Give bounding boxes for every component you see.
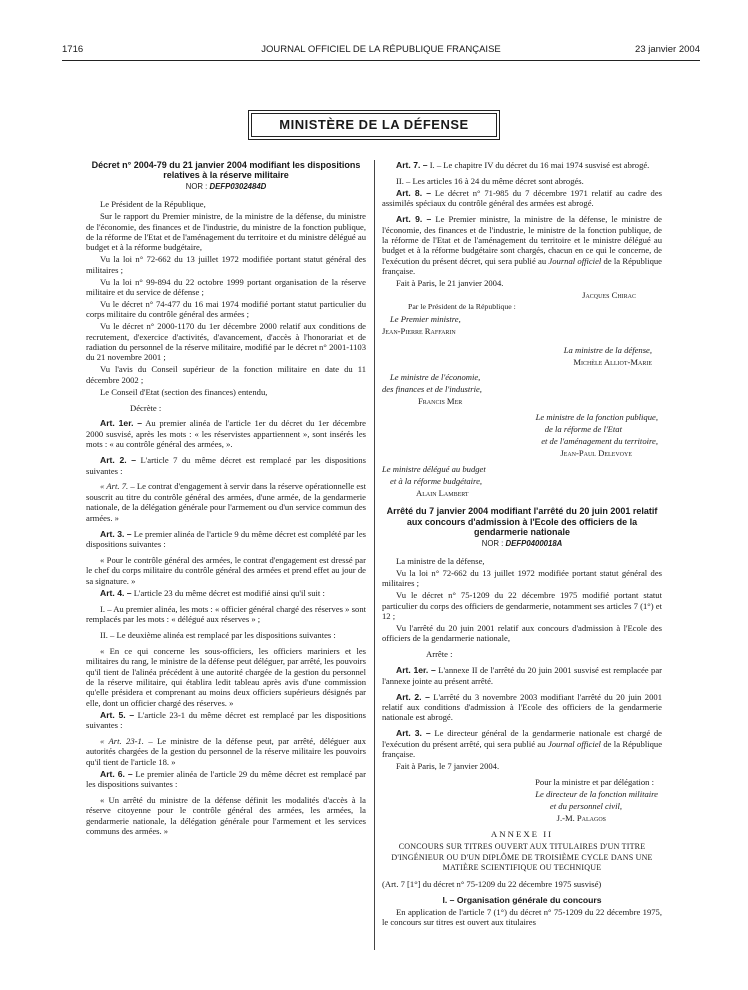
annex-section-1: I. – Organisation générale du concours	[442, 895, 602, 906]
decree-nor-code: DEFP0302484D	[209, 181, 267, 191]
arrete-done: Fait à Paris, le 7 janvier 2004.	[396, 761, 500, 771]
decree-article-6-quote: « Un arrêté du ministre de la défense définit les modalités d'accès à la réserve citoyenne pour le contrôle général des armées, les armées, la gendarmerie nationale, la délégation générale pour l'armement et les services communs des armées. »	[86, 795, 366, 837]
decree-article-5: Art. 5. – L'article 23-1 du même décret est remplacé par les dispositions suivantes :	[86, 709, 366, 731]
decree-para-1: Sur le rapport du Premier ministre, de la ministre de la défense, du ministre de l'économie, des finances et de l'industrie, du ministre de la fonction publique, de la réforme de l'Etat et de l'aménagement du territoire et du ministre délégué au budget et à la réforme budgétaire,	[86, 211, 366, 253]
journal-title: JOURNAL OFFICIEL DE LA RÉPUBLIQUE FRANÇAISE	[261, 44, 501, 55]
decree-nor: NOR : DEFP0302484D	[185, 181, 267, 191]
arrete-word: Arrête :	[426, 649, 453, 660]
decree-article-3-quote: « Pour le contrôle général des armées, le contrat d'engagement est dressé par le chef du corps militaire du contrôle général des armées et prend effet au jour de sa signature. »	[86, 554, 366, 586]
header-rule	[62, 60, 700, 61]
budget-minister-title-2: et à la réforme budgétaire,	[390, 475, 483, 486]
decree-done: Fait à Paris, le 21 janvier 2004.	[396, 278, 504, 289]
pm-title: Le Premier ministre,	[390, 313, 461, 324]
page-number: 1716	[62, 44, 84, 55]
left-column	[86, 160, 366, 838]
decree-article-5-quote: « Art. 23-1. – Le ministre de la défense peut, par arrêté, déléguer aux autorités chargées de la gestion du personnel de la réserve militaire les pouvoirs qu'il tient de l'article 18. »	[86, 736, 367, 767]
decree-article-2: Art. 2. – L'article 7 du même décret est remplacé par les dispositions suivantes :	[86, 455, 366, 476]
decree-para-5: Vu le décret n° 2000-1170 du 1er décembre 2000 relatif aux conditions de recrutement, d'exercice d'activités, d'avancement, d'accès à l'honorariat et de radiation du personnel de la réserve militaire, modifié par le décret n° 2001-1103 du 21 novembre 2001 ;	[86, 321, 366, 363]
decree-article-8: Art. 8. – Le décret n° 71-985 du 7 décembre 1971 relatif au cadre des assimilés spéciaux du contrôle général des armées est abrogé.	[382, 187, 662, 209]
arrete-article-1: Art. 1er. – L'annexe II de l'arrêté du 20 juin 2001 susvisé est remplacée par l'annexe jointe au présent arrêté.	[382, 665, 663, 686]
arrete-para-1: La ministre de la défense,	[396, 556, 485, 567]
column-separator	[374, 160, 375, 950]
arrete-article-2: Art. 2. – L'arrêté du 3 novembre 2003 modifiant l'arrêté du 20 juin 2001 relatif aux conditions d'admission à l'Ecole des officiers de la gendarmerie nationale est abrogé.	[382, 691, 662, 723]
budget-minister-name: Alain Lambert	[416, 487, 469, 498]
director-name: J.-M. Palagos	[556, 812, 606, 823]
decree-para-7: Le Conseil d'Etat (section des finances) entendu,	[100, 386, 268, 397]
decree-article-2-quote: « Art. 7. – Le contrat d'engagement à servir dans la réserve opérationnelle est souscrit au titre du contrôle général des armées, d'une armée, de la gendarmerie nationale, de la délégation générale pour l'armement ou d'un service commun des armées. »	[86, 481, 366, 523]
decree-para-0: Le Président de la République,	[100, 199, 206, 210]
decree-article-4-i: I. – Au premier alinéa, les mots : « officier général chargé des réserves » sont remplacés par les mots : « délégué aux réserves » ;	[86, 603, 366, 624]
decree-article-4: Art. 4. – L'article 23 du même décret est modifié ainsi qu'il suit :	[100, 587, 325, 598]
decree-para-3: Vu la loi n° 99-894 du 22 octobre 1999 portant organisation de la réserve militaire et du service de défense ;	[86, 276, 366, 297]
decree-article-1: Art. 1er. – Au premier alinéa de l'article 1er du décret du 1er décembre 2000 susvisé, après les mots : « les réservistes appartiennent », sont insérés les mots : « au contrôle général des armées, ».	[86, 418, 366, 450]
decree-para-4: Vu le décret n° 74-477 du 16 mai 1974 modifié portant statut particulier du corps militaire du contrôle général des armées ;	[86, 298, 366, 320]
annex-reference: (Art. 7 [1°] du décret n° 75-1209 du 22 décembre 1975 susvisé)	[382, 879, 602, 890]
arrete-para-4: Vu l'arrêté du 20 juin 2001 relatif aux concours d'admission à l'Ecole des officiers de la gendarmerie nationale,	[382, 623, 662, 644]
delegation-line: Pour la ministre et par délégation :	[535, 776, 654, 787]
ministry-box	[248, 110, 500, 140]
budget-minister-title-1: Le ministre délégué au budget	[382, 463, 486, 474]
par-le-president: Par le Président de la République :	[408, 301, 516, 311]
defense-minister-name: Michèle Alliot-Marie	[573, 356, 652, 367]
arrete-article-3: Art. 3. – Le directeur général de la gendarmerie nationale est chargé de l'exécution du présent arrêté, qui sera publié au Journal officiel de la République française.	[382, 728, 663, 760]
annex-subtitle: CONCOURS SUR TITRES OUVERT AUX TITULAIRES D'UN TITRE D'INGÉNIEUR OU D'UN DIPLÔME DE TROISIÈME CYCLE DANS UNE MATIÈRE SCIENTIFIQUE OU TECHNIQUE	[391, 842, 653, 873]
decrete-word: Décrète :	[130, 402, 162, 413]
decree-para-2: Vu la loi n° 72-662 du 13 juillet 1972 modifiée portant statut général des militaires ;	[86, 254, 366, 275]
decree-article-3: Art. 3. – Le premier alinéa de l'article 9 du même décret est complété par les dispositions suivantes :	[86, 528, 366, 549]
director-title-2: et du personnel civil,	[549, 800, 622, 811]
arrete-title: Arrêté du 7 janvier 2004 modifiant l'arrêté du 20 juin 2001 relatif aux concours d'admission à l'Ecole des officiers de la gendarmerie nationale	[386, 506, 658, 538]
decree-article-4-ii: II. – Le deuxième alinéa est remplacé par les dispositions suivantes :	[100, 629, 336, 640]
right-column	[382, 160, 662, 929]
fp-minister-name: Jean-Paul Delevoye	[560, 447, 632, 458]
eco-minister-title-1: Le ministre de l'économie,	[390, 372, 481, 383]
arrete-para-2: Vu la loi n° 72-662 du 13 juillet 1972 modifiée portant statut général des militaires ;	[382, 568, 662, 589]
ministry-title: MINISTÈRE DE LA DÉFENSE	[251, 113, 497, 137]
arrete-nor-code: DEFP0400018A	[505, 538, 563, 548]
decree-article-9: Art. 9. – Le Premier ministre, la ministre de la défense, le ministre de l'économie, des finances et de l'industrie, le ministre de la fonction publique, de la réforme de l'Etat et de l'aménagement du territoire et le ministre délégué au budget et à la réforme budgétaire sont chargés, chacun en ce qui le concerne, de l'exécution du présent décret, qui sera publié au Journal officiel de la République française.	[382, 214, 662, 277]
president-signature: Jacques Chirac	[582, 289, 636, 300]
decree-article-4-quote: « En ce qui concerne les sous-officiers, les officiers mariniers et les militaires du rang, le ministre de la défense peut déléguer, par arrêté, les pouvoirs qu'il tient de l'alinéa précédent à une autorité chargée de la gestion du personnel de la réserve militaire, qui établira ledit tableau après avis d'une commission qu'elle présidera et comprenant au moins deux officiers supérieurs désignés par elle, dont un officier chargé des réserves. »	[86, 645, 366, 708]
decree-article-6: Art. 6. – Le premier alinéa de l'article 29 du même décret est remplacé par les dispositions suivantes :	[86, 768, 366, 790]
issue-date: 23 janvier 2004	[635, 44, 700, 55]
arrete-nor: NOR : DEFP0400018A	[481, 538, 563, 548]
decree-para-6: Vu l'avis du Conseil supérieur de la fonction militaire en date du 11 décembre 2002 ;	[86, 364, 366, 385]
annex-heading: ANNEXE II	[490, 829, 554, 840]
fp-minister-title-1: Le ministre de la fonction publique,	[535, 412, 658, 423]
fp-minister-title-3: et de l'aménagement du territoire,	[541, 435, 658, 446]
pm-name: Jean-Pierre Raffarin	[382, 325, 456, 336]
eco-minister-title-2: des finances et de l'industrie,	[382, 384, 482, 395]
director-title-1: Le directeur de la fonction militaire	[535, 788, 658, 799]
decree-article-7-ii: II. – Les articles 16 à 24 du même décret sont abrogés.	[396, 175, 584, 186]
annex-section-1-text: En application de l'article 7 (1°) du décret n° 75-1209 du 22 décembre 1975, le concours sur titres est ouvert aux titulaires	[382, 906, 662, 928]
arrete-para-3: Vu le décret n° 75-1209 du 22 décembre 1975 modifié portant statut particulier du corps des officiers de gendarmerie, notamment ses articles 7 (1°) et 12 ;	[382, 590, 662, 622]
decree-article-7-i: Art. 7. – I. – Le chapitre IV du décret du 16 mai 1974 susvisé est abrogé.	[396, 160, 650, 170]
eco-minister-name: Francis Mer	[418, 396, 463, 407]
fp-minister-title-2: de la réforme de l'Etat	[544, 424, 622, 435]
page-header	[62, 44, 700, 58]
defense-minister-title: La ministre de la défense,	[563, 344, 652, 355]
decree-title: Décret n° 2004-79 du 21 janvier 2004 modifiant les dispositions relatives à la réserve militaire	[91, 160, 361, 181]
